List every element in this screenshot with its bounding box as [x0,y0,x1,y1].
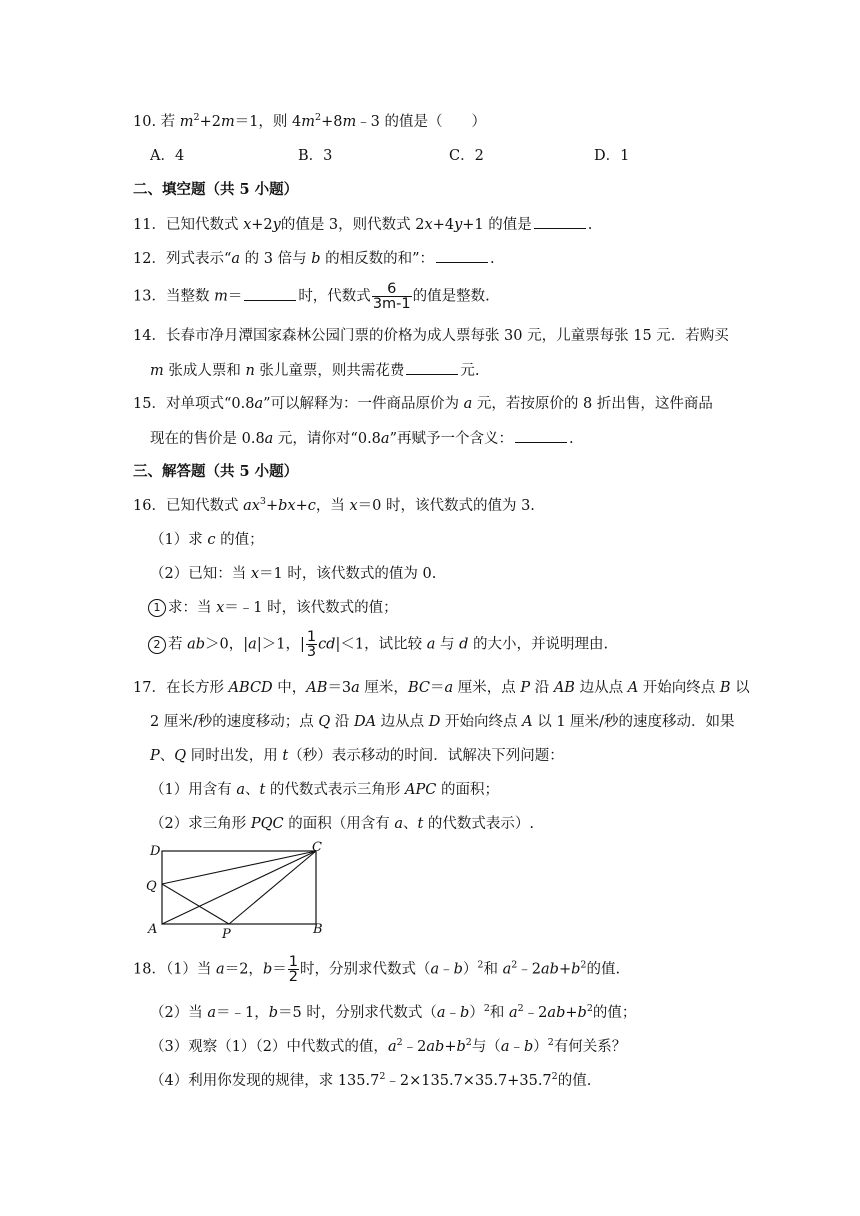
question-17-line1: 17．在长方形 ABCD 中，AB＝3a 厘米，BC＝a 厘米，点 P 沿 AB 边从点 A 开始向终点 B 以 [133,680,750,696]
q18-sub4: （4）利用你发现的规律，求 $135.7^2﹣2\times 135.7\times 35.7+35.7^2$的值. [150,1071,592,1089]
question-17-line3: P、Q 同时出发，用 t（秒）表示移动的时间．试解决下列问题： [150,748,564,764]
answer-blank[interactable] [534,214,586,229]
segment-ac [162,851,316,924]
option-a: A．4 [150,148,185,164]
question-15-line2: 现在的售价是 0.8a 元，请你对“0.8a”再赋予一个含义： . [150,428,574,449]
circled-two-icon: 2 [148,636,166,654]
question-18-line1: 18．（1）当 a＝2，b＝ $\frac{1}{2}$ 时，分别求代数式（a﹣b）$^2$和 $a^2﹣2ab+b^2$的值. [133,954,621,985]
option-c: C．2 [449,148,484,164]
q17-sub1: （1）用含有 a、t 的代数式表示三角形 APC 的面积； [150,782,499,798]
label-p: P [222,927,231,942]
question-14-line1: 14．长春市净月潭国家森林公园门票的价格为成人票每张 30 元，儿童票每张 15 元．若购买 [133,328,729,344]
q17-sub2: （2）求三角形 PQC 的面积（用含有 a、t 的代数式表示）. [150,816,535,832]
question-11: 11．已知代数式 x+2y的值是 3，则代数式 2x+4y+1 的值是 . [133,214,592,235]
fraction: $\frac{1}{3}$ [306,629,317,660]
question-16: 16．已知代数式 $ax^3+bx+c$，当 x＝0 时，该代数式的值为 3. [133,496,535,514]
rectangle-figure [140,838,340,942]
answer-blank[interactable] [515,428,567,443]
q16-sub1: （1）求 c 的值； [150,532,264,548]
q16-sub2: （2）已知：当 x＝1 时，该代数式的值为 0. [150,566,437,582]
section-heading-solve: 三、解答题（共 5 小题） [133,463,299,480]
q16-item2: 2 若 ab＞0，|a|＞1，| $\frac{1}{3}$ cd|＜1，试比较 a 与 d 的大小，并说明理由. [148,630,608,659]
label-a: A [148,922,158,937]
label-b: B [313,922,323,937]
fraction: $\frac{1}{2}$ [288,954,298,985]
label-c: C [312,840,322,855]
section-heading-fill: 二、填空题（共 5 小题） [133,181,299,198]
q16-item1: 1 求：当 x＝﹣1 时，该代数式的值； [148,598,398,618]
answer-blank[interactable] [406,360,458,375]
question-12: 12．列式表示“a 的 3 倍与 b 的相反数的和”： . [133,248,495,269]
option-b: B．3 [298,148,333,164]
question-10: 10. 若 $m^2+2m=1$，则 $4m^2+8m﹣3$ 的值是（ ） [133,112,487,130]
answer-blank[interactable] [436,248,488,263]
question-14-line2: m 张成人票和 n 张儿童票，则共需花费 元. [150,360,480,381]
circled-one-icon: 1 [148,599,166,617]
question-15-line1: 15．对单项式“0.8a”可以解释为：一件商品原价为 a 元，若按原价的 8 折出售，这件商品 [133,396,713,412]
q18-sub3: （3）观察（1）（2）中代数式的值，$a^2﹣2ab+b^2$与（a﹣b）$^2$有何关系？ [150,1037,627,1055]
label-q: Q [146,879,157,894]
segment-pc [229,851,316,924]
question-17-line2: 2 厘米/秒的速度移动；点 Q 沿 DA 边从点 D 开始向终点 A 以 1 厘米/秒的速度移动．如果 [150,714,735,730]
label-d: D [150,844,161,859]
question-13: 13．当整数 m＝ 时，代数式 $\frac{6}{3m-1}$ 的值是整数. [133,281,490,312]
fraction: $\frac{6}{3m-1}$ [372,281,411,312]
q18-sub2: （2）当 a＝﹣1，b＝5 时，分别求代数式（a﹣b）$^2$和 $a^2﹣2ab+b^2$的值； [150,1003,637,1021]
option-d: D．1 [594,148,630,164]
segment-qp [162,884,229,924]
segment-qc [162,851,316,884]
answer-blank[interactable] [244,286,296,301]
